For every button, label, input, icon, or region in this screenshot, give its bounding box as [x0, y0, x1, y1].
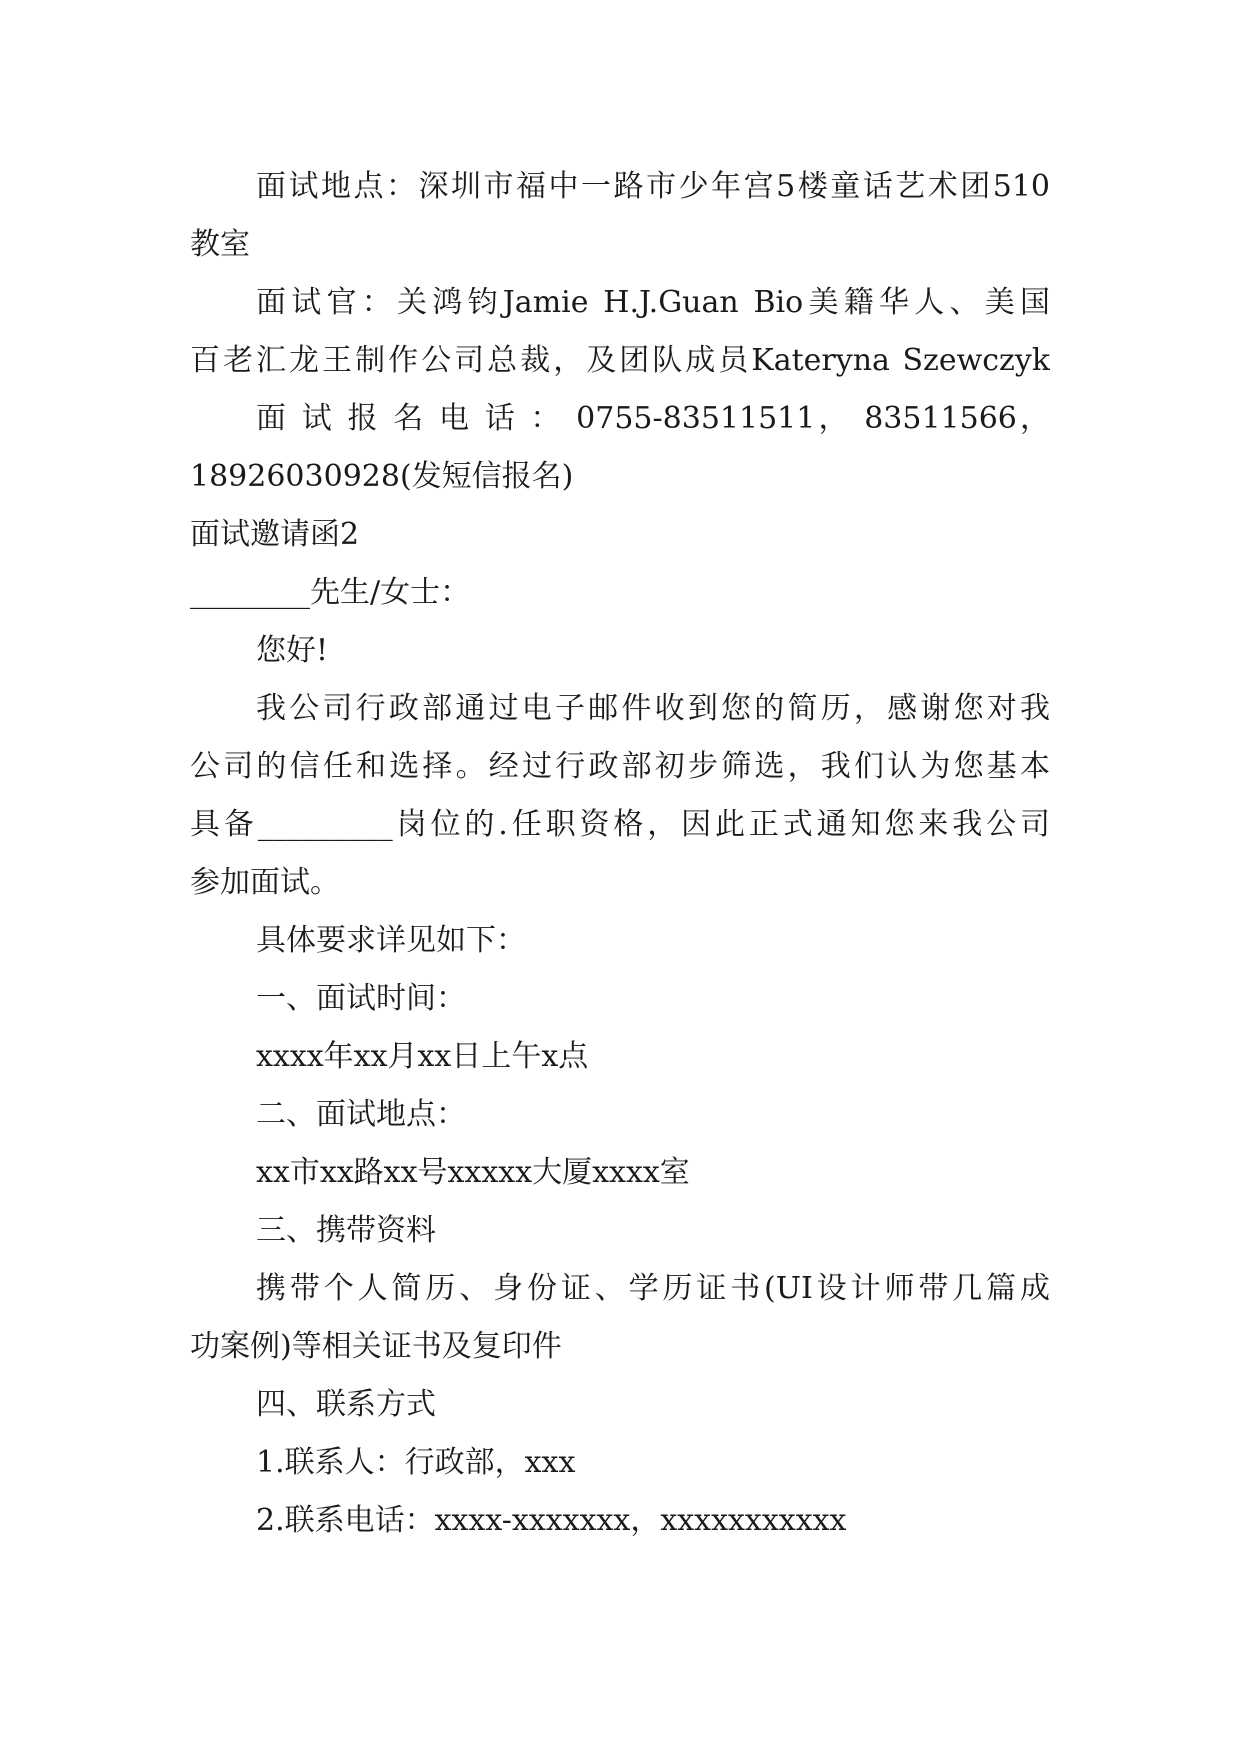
section-contact-title: 四、联系方式	[256, 1387, 436, 1422]
body-line-4: 参加面试。	[190, 865, 340, 900]
interview-location-line-2: 教室	[190, 227, 250, 262]
section-materials-line-2: 功案例)等相关证书及复印件	[190, 1329, 562, 1364]
section-time-value: xxxx年xx月xx日上午x点	[256, 1039, 589, 1074]
details-intro: 具体要求详见如下：	[256, 923, 526, 958]
salutation: ________先生/女士：	[190, 575, 471, 610]
body-line-1: 我公司行政部通过电子邮件收到您的简历，感谢您对我	[256, 691, 1050, 726]
contact-person: 1.联系人：行政部，xxx	[256, 1445, 576, 1480]
interviewer-line-1: 面试官：关鸿钧Jamie H.J.Guan Bio美籍华人、美国	[256, 285, 1050, 320]
section-materials-line-1: 携带个人简历、身份证、学历证书(UI设计师带几篇成	[256, 1271, 1050, 1306]
interview-location-line-1: 面试地点：深圳市福中一路市少年宫5楼童话艺术团510	[256, 169, 1050, 204]
registration-phone-line-1: 面 试 报 名 电 话 ： 0755-83511511， 83511566，	[256, 401, 1050, 436]
contact-phone: 2.联系电话：xxxx-xxxxxxx，xxxxxxxxxxx	[256, 1503, 847, 1538]
section-time-title: 一、面试时间：	[256, 981, 466, 1016]
section-location-value: xx市xx路xx号xxxxx大厦xxxx室	[256, 1155, 690, 1190]
section-materials-title: 三、携带资料	[256, 1213, 436, 1248]
body-line-2: 公司的信任和选择。经过行政部初步筛选，我们认为您基本	[190, 749, 1050, 784]
interviewer-line-2: 百老汇龙王制作公司总裁，及团队成员Kateryna Szewczyk	[190, 343, 1050, 378]
letter-heading: 面试邀请函2	[190, 517, 360, 552]
body-line-3: 具备_________岗位的.任职资格，因此正式通知您来我公司	[190, 807, 1050, 842]
registration-phone-line-2: 18926030928(发短信报名)	[190, 459, 574, 494]
greeting: 您好!	[256, 633, 329, 668]
section-location-title: 二、面试地点：	[256, 1097, 466, 1132]
